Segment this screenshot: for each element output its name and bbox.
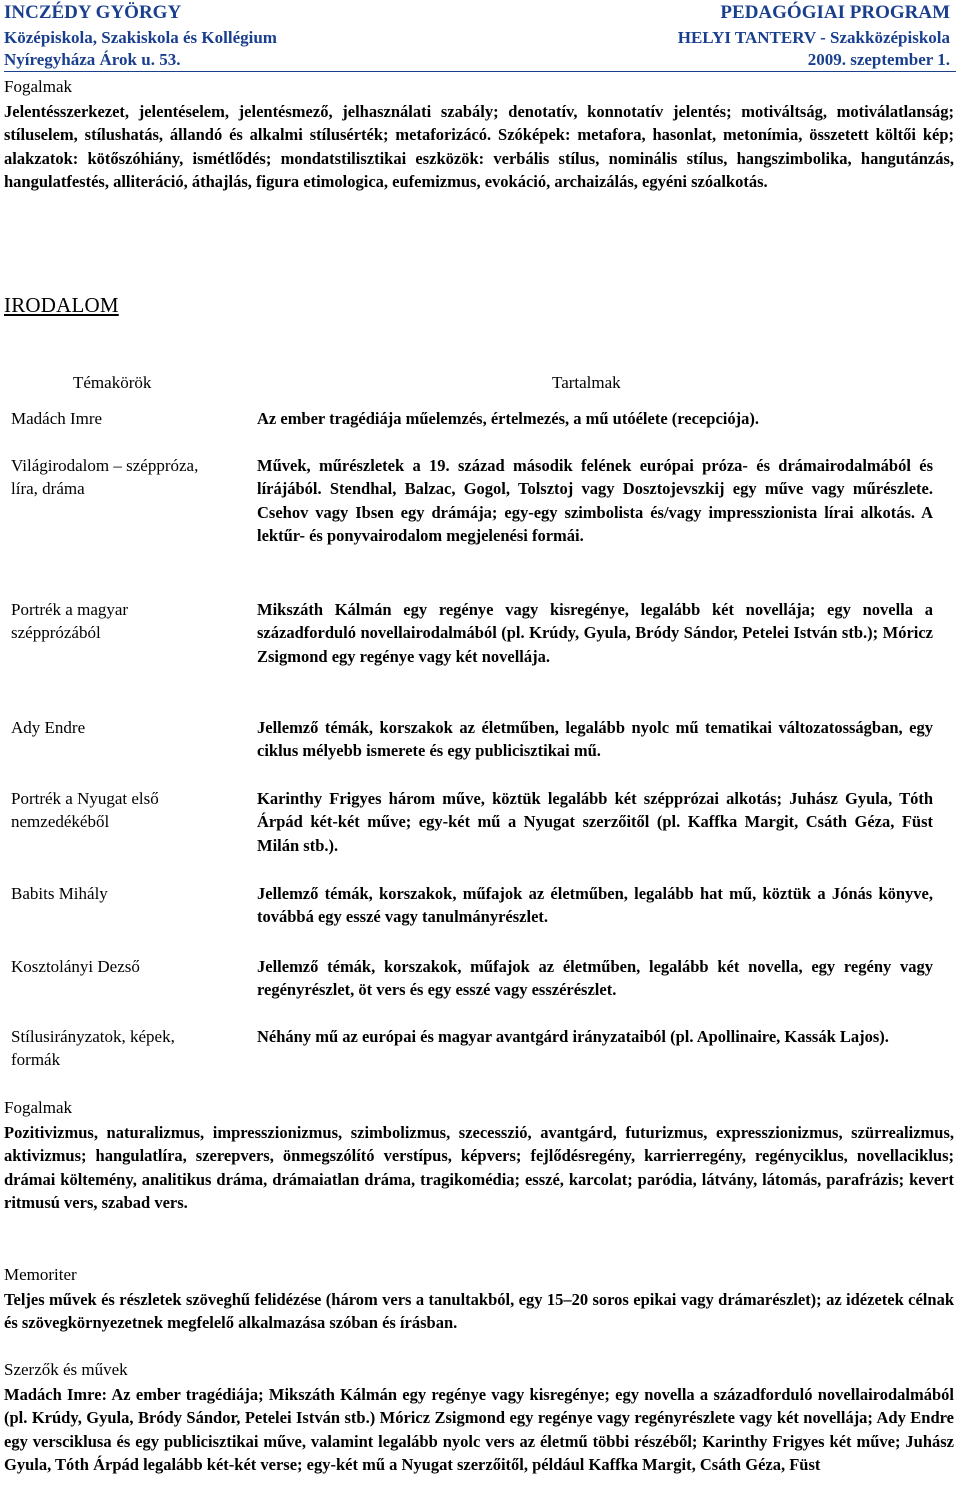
curriculum-title: HELYI TANTERV - Szakközépiskola: [677, 28, 950, 47]
column-header-contents: Tartalmak: [552, 373, 621, 392]
content-cell: Karinthy Frigyes három műve, köztük legalább két szépprózai alkotás; Juhász Gyula, Tóth Árpád két-két műve; egy-két mű a Nyugat szerzőitől (pl. Kaffka Margit, Csáth Géza, Füst Milán stb.).: [257, 789, 933, 855]
school-name: INCZÉDY GYÖRGY: [4, 2, 182, 23]
content-cell: Az ember tragédiája műelemzés, értelmezés, a mű utóélete (recepciója).: [257, 409, 759, 428]
topic-cell: Portrék a Nyugat első nemzedékéből: [11, 789, 159, 831]
content-cell: Mikszáth Kálmán egy regénye vagy kisregénye, legalább két novellája; egy novella a századforduló novellairodalmából (pl. Krúdy, Gyula, Bródy Sándor, Petelei István stb.); Móricz Zsigmond egy regénye vagy két novellája.: [257, 600, 933, 666]
program-title: PEDAGÓGIAI PROGRAM: [720, 2, 950, 23]
topic-cell: Babits Mihály: [11, 884, 108, 903]
szerzok-paragraph: Madách Imre: Az ember tragédiája; Mikszáth Kálmán egy regénye vagy kisregénye; egy novella a századforduló novellairodalmából (pl. Krúdy, Gyula, Bródy Sándor, Petelei István stb.) Móricz Zsigmond egy regénye vagy regényrészlete vagy két novellája; Ady Endre egy versciklusa és egy publicisztikai műve, valamint legalább nyolc vers az életmű többi részéből; Karinthy Frigyes két műve; Juhász Gyula, Tóth Árpád legalább két-két verse; egy-két mű a Nyugat szerzőitől, például Kaffka Margit, Csáth Géza, Füst: [4, 1385, 954, 1474]
content-cell: Művek, műrészletek a 19. század második felének európai próza- és drámairodalmából és lírájából. Stendhal, Balzac, Gogol, Tolsztoj vagy Dosztojevszkij egy műve vagy műrészlete. Csehov vagy Ibsen egy drámája; egy-egy szimbolista és/vagy impresszionista lírai alkotás. A lektűr- és ponyvairodalom megjelenési formái.: [257, 456, 933, 545]
section-heading-irodalom: IRODALOM: [4, 293, 119, 317]
column-header-topics: Témakörök: [73, 373, 152, 392]
section-label-szerzok: Szerzők és művek: [4, 1360, 128, 1379]
page-header: [4, 2, 956, 72]
memoriter-paragraph: Teljes művek és részletek szöveghű felidézése (három vers a tanultakból, egy 15–20 soros epikai vagy drámarészlet); az idézetek célnak és szövegkörnyezetnek megfelelő alkalmazása szóban és írásban.: [4, 1290, 954, 1333]
topic-cell: Kosztolányi Dezső: [11, 957, 140, 976]
school-address: Nyíregyháza Árok u. 53.: [4, 50, 181, 69]
topic-cell: Világirodalom – széppróza, líra, dráma: [11, 456, 199, 498]
school-type: Középiskola, Szakiskola és Kollégium: [4, 28, 277, 47]
header-rule: [4, 71, 956, 72]
section-label-memoriter: Memoriter: [4, 1265, 77, 1284]
fogalmak-paragraph: Jelentésszerkezet, jelentéselem, jelentésmező, jelhasználati szabály; denotatív, konnotatív jelentés; motiváltság, motiválatlanság; stíluselem, stílushatás, állandó és alkalmi stílusérték; metaforizácó. Szóképek: metafora, hasonlat, metonímia, összetett költői kép; alakzatok: kötőszóhiány, ismétlődés; mondatstilisztikai eszközök: verbális stílus, nominális stílus, hangszimbolika, hangutánzás, hangulatfestés, alliteráció, áthajlás, figura etimologica, eufemizmus, evokáció, archaizálás, egyéni szóalkotás.: [4, 102, 954, 191]
topic-cell: Madách Imre: [11, 409, 103, 428]
content-cell: Jellemző témák, korszakok az életműben, legalább nyolc mű tematikai változatosságban, egy ciklus mélyebb ismerete és egy publicisztikai mű.: [257, 718, 933, 761]
content-cell: Jellemző témák, korszakok, műfajok az életműben, legalább két novella, egy regény vagy regényrészlet, öt vers és egy esszé vagy esszérészlet.: [257, 957, 933, 1000]
fogalmak-2-paragraph: Pozitivizmus, naturalizmus, impresszionizmus, szimbolizmus, szecesszió, avantgárd, futurizmus, expresszionizmus, szürrealizmus, aktivizmus; hangulatlíra, szerepvers, önmegszólító verstípus, képvers; fejlődésregény, karrierregény, regényciklus, novellaciklus; drámai költemény, analitikus dráma, drámaiatlan dráma, tragikomédia; esszé, karcolat; paródia, látvány, látomás, parafrázis; kevert ritmusú vers, szabad vers.: [4, 1123, 954, 1212]
content-cell: Jellemző témák, korszakok, műfajok az életműben, legalább hat mű, köztük a Jónás könyve, továbbá egy esszé vagy tanulmányrészlet.: [257, 884, 933, 927]
topic-cell: Portrék a magyar szépprózából: [11, 600, 129, 642]
content-cell: Néhány mű az európai és magyar avantgárd irányzataiból (pl. Apollinaire, Kassák Lajos).: [257, 1027, 889, 1046]
section-label-fogalmak-2: Fogalmak: [4, 1098, 72, 1117]
program-date: 2009. szeptember 1.: [807, 50, 950, 69]
topic-cell: Ady Endre: [11, 718, 86, 737]
section-label-fogalmak: Fogalmak: [4, 77, 72, 96]
topic-cell: Stílusirányzatok, képek, formák: [11, 1027, 175, 1069]
